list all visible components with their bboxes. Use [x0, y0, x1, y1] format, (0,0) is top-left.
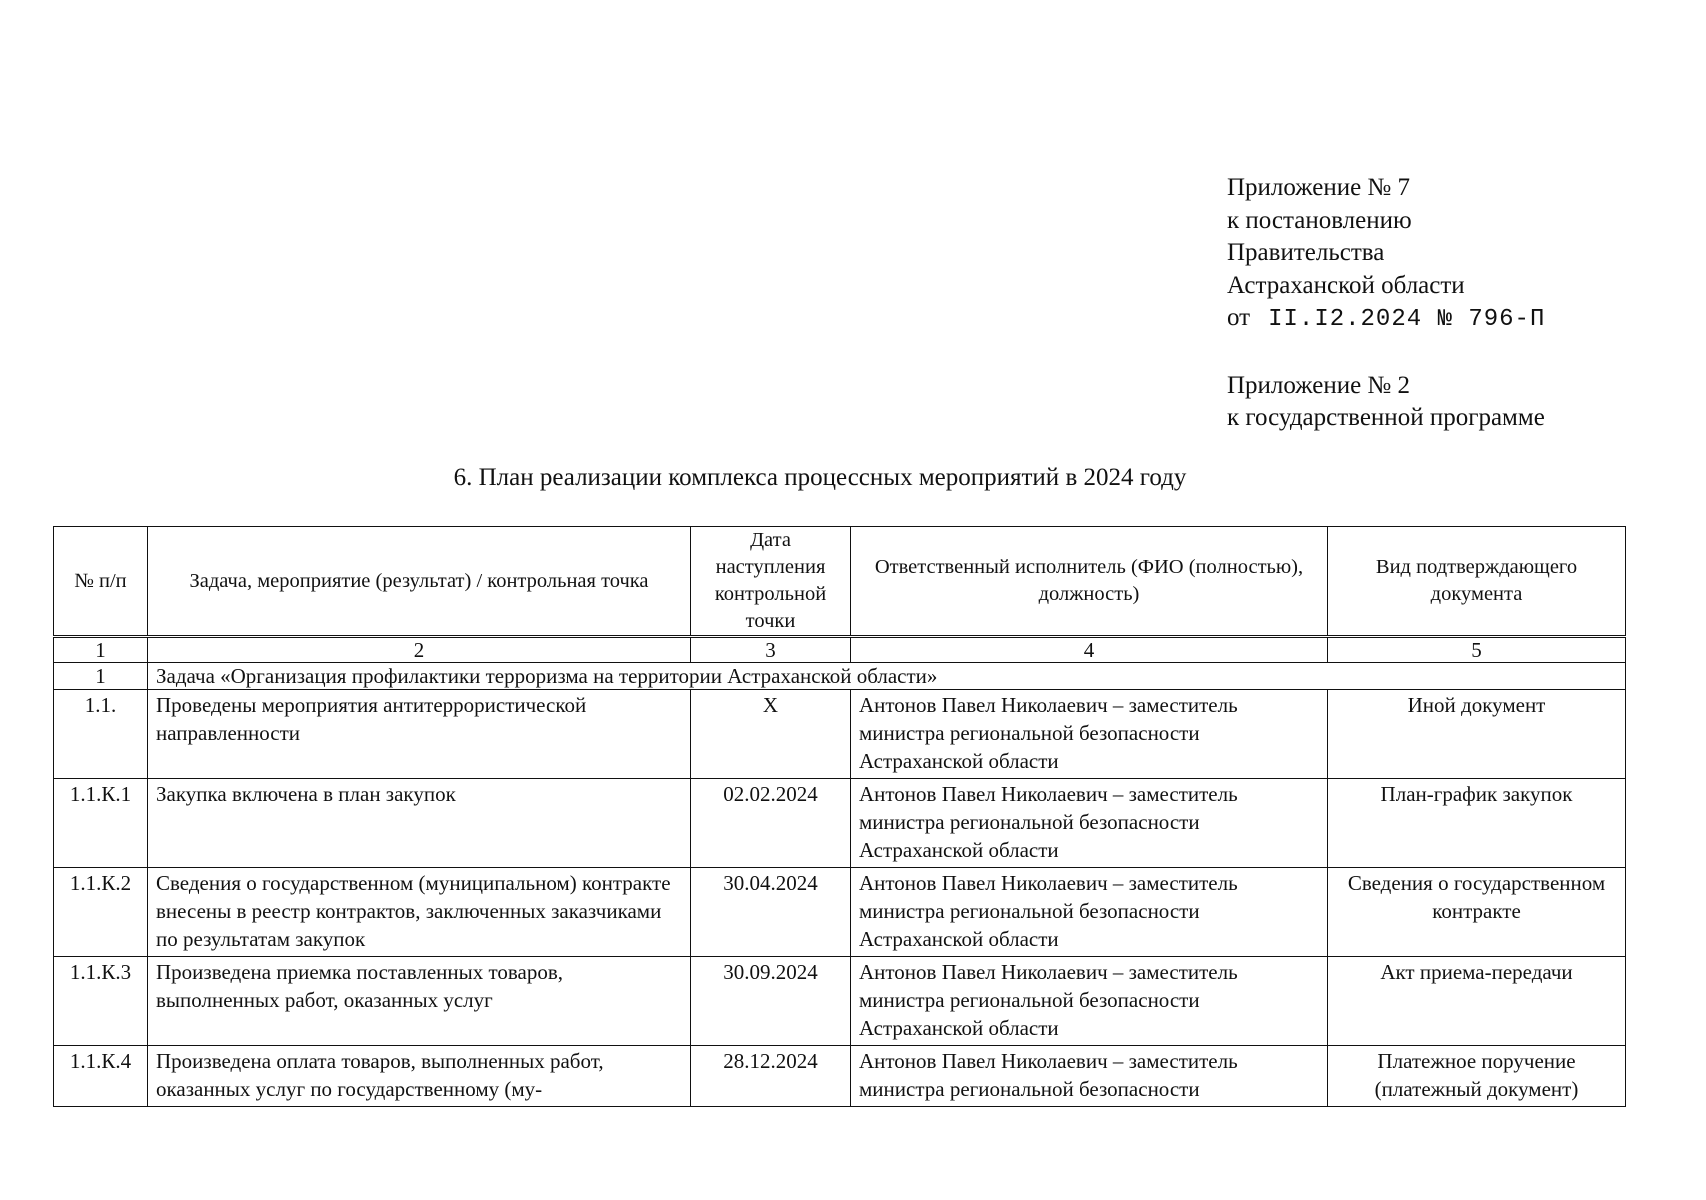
- row-title: Закупка включена в план закупок: [148, 779, 691, 868]
- row-responsible: Антонов Павел Николаевич – заместитель министра региональной безопасности: [851, 1046, 1328, 1107]
- row-date: 28.12.2024: [691, 1046, 851, 1107]
- column-number: 2: [148, 637, 691, 663]
- appendix-line: Приложение № 2: [1227, 371, 1411, 399]
- row-document: План-график закупок: [1328, 779, 1626, 868]
- table-row: [54, 1046, 1626, 1107]
- resolution-date-number: II.I2.2024 № 796-П: [1268, 306, 1546, 333]
- row-document: Акт приема-передачи: [1328, 957, 1626, 1046]
- row-document: Сведения о государственном контракте: [1328, 868, 1626, 957]
- row-num: 1.1.К.2: [54, 868, 148, 957]
- task-num: 1: [54, 663, 148, 690]
- header-responsible: Ответственный исполнитель (ФИО (полностью), должность): [851, 527, 1328, 637]
- row-document: Платежное поручение (платежный документ): [1328, 1046, 1626, 1107]
- header-date: Дата наступления контрольной точки: [691, 527, 851, 637]
- row-date: 30.09.2024: [691, 957, 851, 1046]
- task-text: Задача «Организация профилактики терроризма на территории Астраханской области»: [148, 663, 1626, 690]
- column-number: 5: [1328, 637, 1626, 663]
- row-document: Иной документ: [1328, 690, 1626, 779]
- row-num: 1.1.К.4: [54, 1046, 148, 1107]
- row-responsible: Антонов Павел Николаевич – заместитель министра региональной безопасности Астраханской области: [851, 957, 1328, 1046]
- row-title: Сведения о государственном (муниципальном) контракте внесены в реестр контрактов, заключенных заказчиками по результатам закупок: [148, 868, 691, 957]
- column-number: 4: [851, 637, 1328, 663]
- row-date: X: [691, 690, 851, 779]
- appendix-line: Приложение № 7: [1227, 174, 1411, 201]
- column-number-row: [54, 637, 1626, 663]
- row-date: 02.02.2024: [691, 779, 851, 868]
- table-row: [54, 690, 1626, 779]
- table-row: [54, 868, 1626, 957]
- row-date: 30.04.2024: [691, 868, 851, 957]
- task-row: [54, 663, 1626, 690]
- row-title: Произведена оплата товаров, выполненных работ, оказанных услуг по государственному (му-: [148, 1046, 691, 1107]
- appendix-line: к государственной программе: [1227, 404, 1545, 431]
- row-num: 1.1.К.1: [54, 779, 148, 868]
- header-task: Задача, мероприятие (результат) / контрольная точка: [148, 527, 691, 637]
- appendix-block: [1227, 172, 1545, 435]
- row-responsible: Антонов Павел Николаевич – заместитель министра региональной безопасности Астраханской области: [851, 868, 1328, 957]
- appendix-date-line: [1227, 302, 1545, 337]
- row-title: Произведена приемка поставленных товаров, выполненных работ, оказанных услуг: [148, 957, 691, 1046]
- header-document: Вид подтверждающего документа: [1328, 527, 1626, 637]
- column-number: 1: [54, 637, 148, 663]
- header-row: [54, 527, 1626, 637]
- date-prefix: от: [1227, 304, 1251, 331]
- section-title: 6. План реализации комплекса процессных мероприятий в 2024 году: [453, 464, 1187, 491]
- row-responsible: Антонов Павел Николаевич – заместитель министра региональной безопасности Астраханской области: [851, 690, 1328, 779]
- column-number: 3: [691, 637, 851, 663]
- appendix-line: Астраханской области: [1227, 271, 1465, 299]
- table-row: [54, 779, 1626, 868]
- row-title: Проведены мероприятия антитеррористической направленности: [148, 690, 691, 779]
- row-num: 1.1.К.3: [54, 957, 148, 1046]
- row-responsible: Антонов Павел Николаевич – заместитель министра региональной безопасности Астраханской области: [851, 779, 1328, 868]
- header-num: № п/п: [54, 527, 148, 637]
- table-row: [54, 957, 1626, 1046]
- appendix-line: Правительства: [1227, 239, 1385, 266]
- row-num: 1.1.: [54, 690, 148, 779]
- plan-table: [53, 526, 1626, 1107]
- appendix-line: к постановлению: [1227, 206, 1412, 234]
